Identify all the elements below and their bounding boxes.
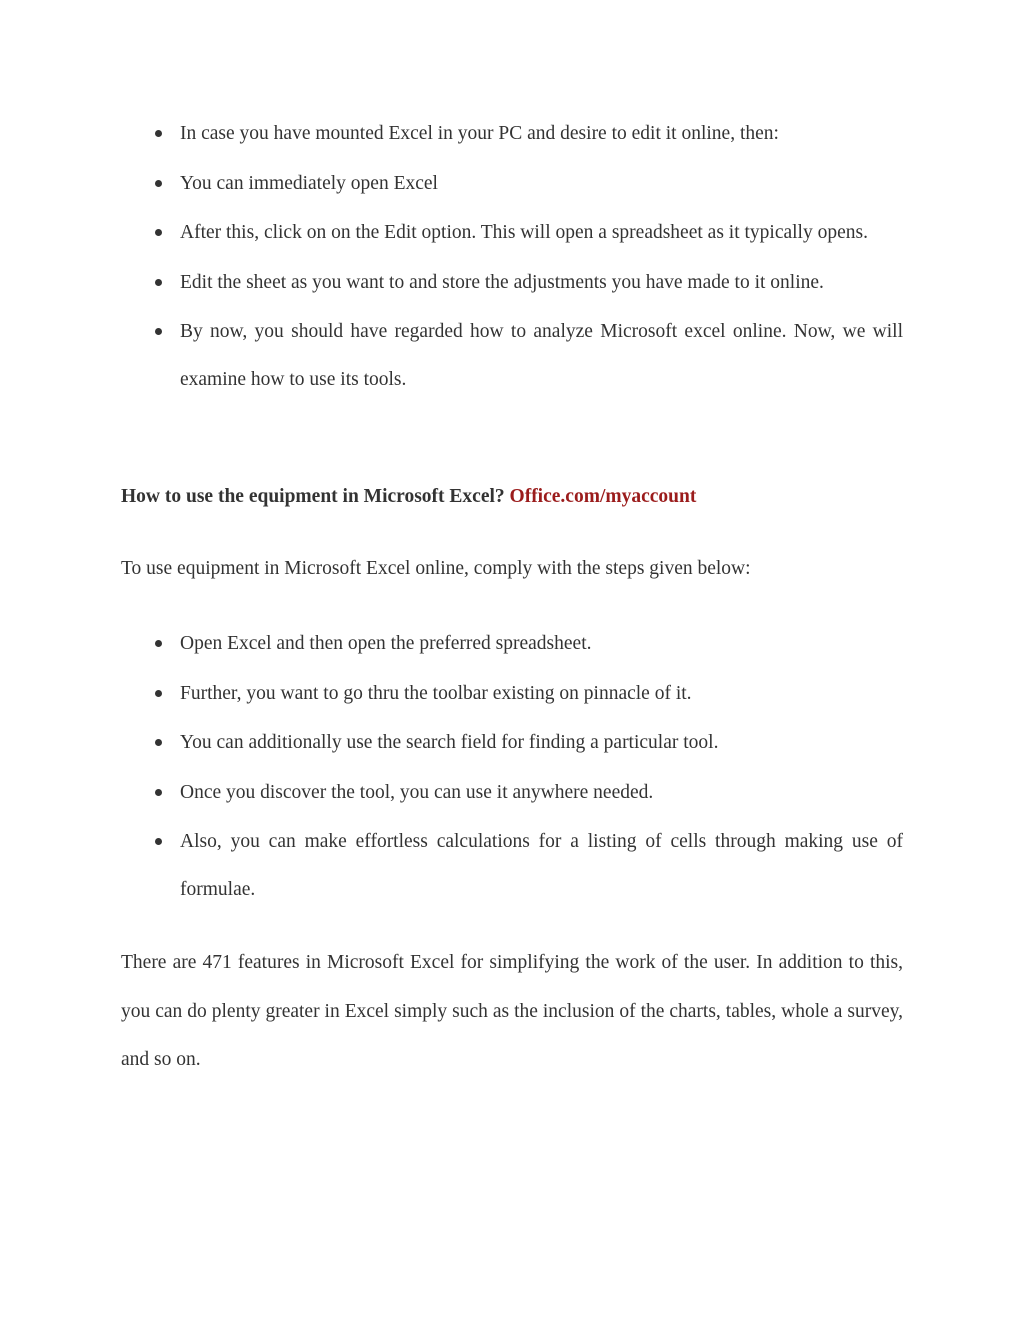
- list-item-text: In case you have mounted Excel in your PC and desire to edit it online, then:: [180, 123, 779, 144]
- list-item-text: Also, you can make effortless calculations for a listing of cells through making use of formulae.: [180, 831, 903, 900]
- closing-paragraph: There are 471 features in Microsoft Excel for simplifying the work of the user. In addition to this, you can do plenty greater in Excel simply such as the inclusion of the charts, tables, whole a survey, and so on.: [121, 952, 903, 1070]
- bullet-icon: [155, 640, 162, 647]
- bullet-icon: [155, 789, 162, 796]
- bullet-icon: [155, 130, 162, 137]
- office-account-link[interactable]: Office.com/myaccount: [509, 486, 697, 507]
- list-item: [121, 209, 903, 257]
- bullet-icon: [155, 229, 162, 236]
- bullet-icon: [155, 838, 162, 845]
- bullet-list-first: [121, 110, 903, 406]
- list-item-text: Further, you want to go thru the toolbar existing on pinnacle of it.: [180, 682, 692, 704]
- bullet-icon: [155, 328, 162, 335]
- list-item-text: You can additionally use the search field for finding a particular tool.: [180, 732, 719, 753]
- list-item-text: Once you discover the tool, you can use it anywhere needed.: [180, 781, 654, 803]
- list-item: [121, 620, 903, 668]
- list-item: [121, 769, 903, 817]
- section-heading: [121, 486, 696, 508]
- list-item: [121, 110, 903, 158]
- list-item: [121, 160, 903, 208]
- bullet-list-second: [121, 620, 903, 916]
- bullet-icon: [155, 279, 162, 286]
- bullet-icon: [155, 739, 162, 746]
- list-item: [121, 818, 903, 914]
- list-item-text: Edit the sheet as you want to and store the adjustments you have made to it online.: [180, 271, 824, 293]
- list-item: [121, 670, 903, 718]
- list-item-text: You can immediately open Excel: [180, 172, 438, 194]
- list-item-text: Open Excel and then open the preferred spreadsheet.: [180, 633, 592, 654]
- list-item-text: After this, click on on the Edit option. This will open a spreadsheet as it typically opens.: [180, 222, 868, 243]
- list-item: [121, 719, 903, 767]
- list-item-text: By now, you should have regarded how to analyze Microsoft excel online. Now, we will examine how to use its tools.: [180, 321, 903, 390]
- list-item: [121, 259, 903, 307]
- bullet-icon: [155, 180, 162, 187]
- bullet-icon: [155, 690, 162, 697]
- intro-paragraph: To use equipment in Microsoft Excel online, comply with the steps given below:: [121, 558, 751, 579]
- list-item: [121, 308, 903, 404]
- section-heading-text: How to use the equipment in Microsoft Excel?: [121, 486, 505, 507]
